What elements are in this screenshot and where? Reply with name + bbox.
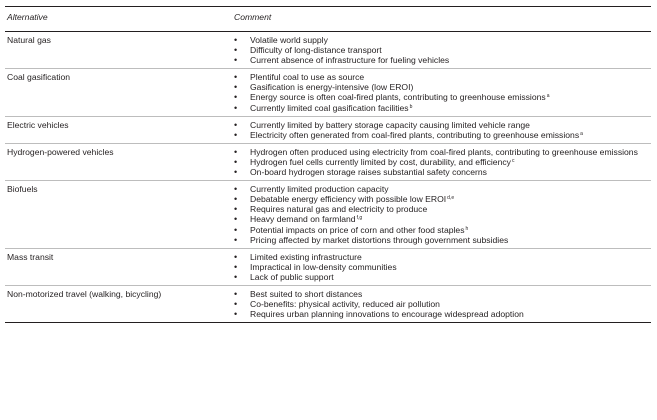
comment-text: Co-benefits: physical activity, reduced air pollution [250,299,440,310]
alternative-cell: Non-motorized travel (walking, bicycling) [5,285,232,322]
header-row [5,7,651,32]
comment-text: Plentiful coal to use as source [250,72,365,83]
footnote-marker: a [546,93,550,100]
comment-list [234,35,651,65]
comment-text: Limited existing infrastructure [250,251,362,262]
comment-item [234,194,651,204]
table-row [5,143,651,180]
comment-item [234,272,651,282]
table-row [5,116,651,143]
header-alternative: Alternative [5,7,232,32]
comment-cell [232,248,651,285]
comment-item [234,252,651,262]
comment-text: Impractical in low-density communities [250,261,397,272]
comment-cell [232,285,651,322]
footnote-marker: d,e [447,195,455,202]
comment-text: Currently limited by battery storage capacity causing limited vehicle range [250,119,530,130]
comment-item [234,167,651,177]
comment-item [234,35,651,45]
comment-text: Lack of public support [250,271,334,282]
comment-text: Heavy demand on farmland [250,214,356,225]
comment-item [234,184,651,194]
comment-text: Hydrogen fuel cells currently limited by cost, durability, and efficiency [250,156,511,167]
comment-cell [232,181,651,249]
comment-text: Current absence of infrastructure for fueling vehicles [250,55,450,66]
table-row [5,181,651,249]
comment-text: Potential impacts on price of corn and other food staples [250,224,465,235]
comment-item [234,72,651,82]
comment-list [234,120,651,140]
comment-list [234,147,651,177]
table-row [5,248,651,285]
comment-item [234,204,651,214]
footnote-marker: a [580,130,583,137]
comment-item [234,45,651,55]
comment-cell [232,143,651,180]
comment-text: Electricity often generated from coal-fired plants, contributing to greenhouse emissions [250,129,580,140]
comment-text: Volatile world supply [250,35,328,45]
comment-text: Requires natural gas and electricity to produce [250,204,428,215]
comment-text: Debatable energy efficiency with possible low EROI [250,194,447,205]
comment-item [234,55,651,65]
comment-text: Currently limited coal gasification facilities [250,102,409,113]
comment-text: Pricing affected by market distortions through government subsidies [250,234,509,245]
comment-cell [232,69,651,116]
comment-text: On-board hydrogen storage raises substantial safety concerns [250,167,487,178]
comment-item [234,214,651,224]
table-row [5,32,651,69]
table-body [5,32,651,323]
comment-text: Best suited to short distances [250,288,363,299]
comment-item [234,235,651,245]
comment-cell [232,116,651,143]
alternative-cell: Hydrogen-powered vehicles [5,143,232,180]
table-row [5,285,651,322]
comment-item [234,309,651,319]
comment-list [234,289,651,319]
comment-text: Difficulty of long-distance transport [250,45,382,56]
comment-list [234,184,651,245]
comment-text: Currently limited production capacity [250,184,389,195]
comment-item [234,82,651,92]
comment-item [234,92,651,102]
comment-text: Gasification is energy-intensive (low EROI) [250,82,414,93]
alternative-cell: Biofuels [5,181,232,249]
comment-list [234,72,651,112]
alternative-cell: Coal gasification [5,69,232,116]
comment-item [234,289,651,299]
header-comment: Comment [232,7,651,32]
table-header [5,7,651,32]
comment-item [234,103,651,113]
alternative-cell: Mass transit [5,248,232,285]
comment-item [234,157,651,167]
alternative-cell: Natural gas [5,32,232,69]
alternative-cell: Electric vehicles [5,116,232,143]
footnote-marker: h [465,225,469,232]
comment-item [234,130,651,140]
footnote-marker: b [409,103,413,110]
comment-text: Energy source is often coal-fired plants, contributing to greenhouse emissions [250,92,546,103]
footnote-marker: c [511,157,515,164]
comment-item [234,299,651,309]
comment-item [234,262,651,272]
comment-cell [232,32,651,69]
comment-item [234,147,651,157]
alternatives-table [5,6,651,323]
comment-text: Hydrogen often produced using electricity from coal-fired plants, contributing to greenhouse emissions [250,146,638,157]
table-row [5,69,651,116]
comment-item [234,225,651,235]
footnote-marker: f,g [356,215,363,222]
comment-list [234,252,651,282]
comment-item [234,120,651,130]
comment-text: Requires urban planning innovations to encourage widespread adoption [250,309,524,320]
